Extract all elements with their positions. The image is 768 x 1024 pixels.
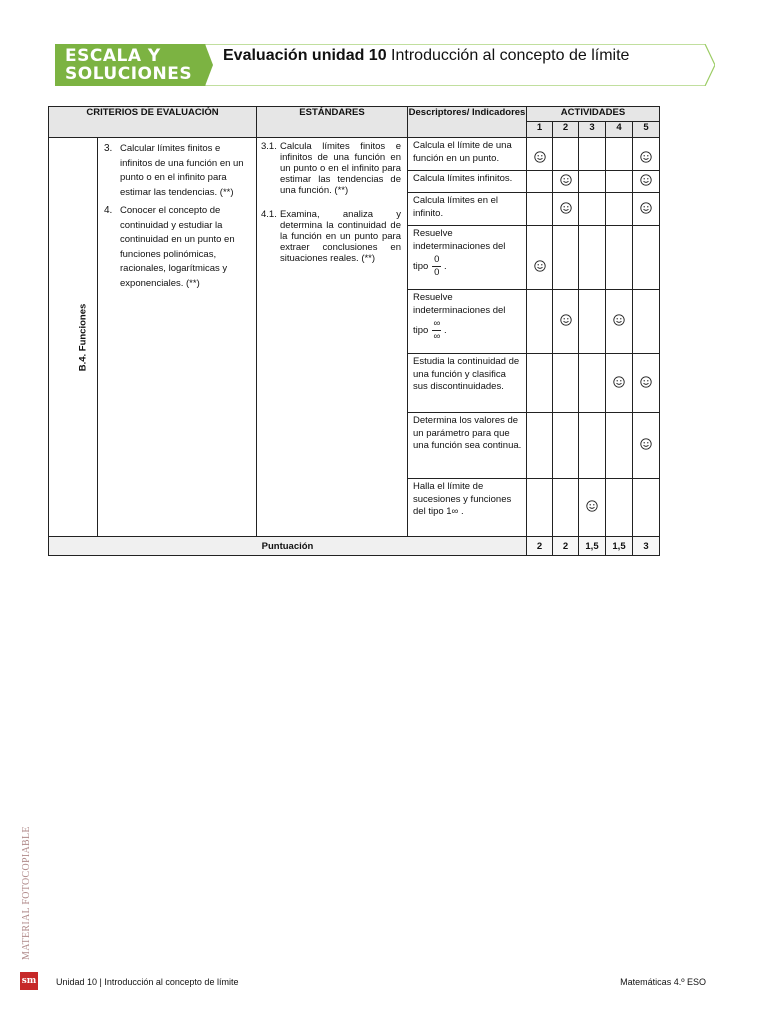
criterios-cell [98, 138, 257, 537]
publisher-logo: sm [20, 972, 38, 990]
activity-cell-2 [553, 290, 579, 354]
fraction-numerator: ∞ [433, 318, 441, 329]
smiley-icon [560, 314, 572, 326]
smiley-icon [534, 260, 546, 272]
estandar-text: Examina, analiza y determina la continuidad de la función en un punto para extraer conclusiones en situaciones reales. (**) [280, 209, 401, 264]
smiley-icon [640, 151, 652, 163]
smiley-icon [613, 376, 625, 388]
smiley-icon [586, 500, 598, 512]
block-label-cell [49, 138, 98, 537]
smiley-icon [640, 174, 652, 186]
activity-number-1: 1 [527, 121, 553, 137]
descriptor-text: Determina los valores de un parámetro para que una función sea continua. [413, 415, 522, 451]
activity-cell-1 [527, 354, 553, 413]
activity-cell-4 [606, 226, 633, 290]
activity-cell-2 [553, 354, 579, 413]
activity-cell-5 [633, 171, 660, 193]
fraction-numerator: 0 [434, 254, 440, 265]
activity-cell-4 [606, 138, 633, 171]
activity-cell-3 [579, 138, 606, 171]
score-cell-1: 2 [527, 537, 553, 556]
activity-cell-5 [633, 226, 660, 290]
smiley-icon [560, 174, 572, 186]
criterio-number: 4. [104, 205, 113, 216]
descriptor-text: Resuelve indeterminaciones del [413, 228, 506, 252]
activity-number-4: 4 [606, 121, 633, 137]
activity-cell-2 [553, 193, 579, 226]
activity-cell-4 [606, 193, 633, 226]
criterio-number: 3. [104, 143, 113, 154]
smiley-icon [640, 376, 652, 388]
descriptor-cell [408, 193, 527, 226]
footer-subject: Matemáticas 4.º ESO [620, 977, 706, 987]
estandar-number: 3.1. [261, 141, 277, 152]
activity-cell-2 [553, 479, 579, 537]
activity-cell-5 [633, 193, 660, 226]
activity-cell-5 [633, 413, 660, 479]
descriptor-cell [408, 354, 527, 413]
activity-cell-3 [579, 193, 606, 226]
activity-cell-3 [579, 171, 606, 193]
estandar-item [261, 141, 401, 196]
table-row [49, 138, 660, 171]
score-row [49, 537, 660, 556]
smiley-icon [613, 314, 625, 326]
activity-cell-1 [527, 226, 553, 290]
activity-number-3: 3 [579, 121, 606, 137]
activity-cell-4 [606, 290, 633, 354]
smiley-icon [640, 438, 652, 450]
banner-line-1: ESCALA Y [65, 46, 161, 66]
score-cell-2: 2 [553, 537, 579, 556]
estandar-item [261, 209, 401, 264]
descriptor-text: Calcula límites en el infinito. [413, 195, 499, 219]
activity-number-5: 5 [633, 121, 660, 137]
header-estandares: ESTÁNDARES [257, 107, 408, 138]
descriptor-cell [408, 413, 527, 479]
activity-cell-2 [553, 138, 579, 171]
activity-cell-5 [633, 354, 660, 413]
criterio-text: Calcular límites finitos e infinitos de una función en un punto o en el infinito para estimar las tendencias. (**) [120, 143, 244, 198]
activity-cell-3 [579, 226, 606, 290]
descriptor-cell: Resuelve indeterminaciones del tipo $\frac{\infty}{\infty}$ . [408, 290, 527, 354]
activity-cell-2 [553, 413, 579, 479]
header-actividades: ACTIVIDADES [527, 107, 660, 122]
fraction-denominator: 0 [434, 267, 440, 278]
descriptor-cell [408, 479, 527, 537]
descriptor-text: Resuelve indeterminaciones del [413, 292, 506, 316]
descriptor-cell [408, 171, 527, 193]
smiley-icon [640, 202, 652, 214]
header-criterios: CRITERIOS DE EVALUACIÓN [49, 107, 257, 138]
page-footer [20, 972, 710, 994]
score-cell-4: 1,5 [606, 537, 633, 556]
title-rest: Introducción al concepto de límite [386, 47, 630, 64]
activity-cell-3 [579, 290, 606, 354]
descriptor-text: Estudia la continuidad de una función y clasifica sus discontinuidades. [413, 356, 520, 392]
descriptor-text: Halla el límite de sucesiones y funciones del tipo 1∞ . [413, 481, 512, 517]
descriptor-tipo: tipo [413, 261, 429, 273]
footer-unit: Unidad 10 | Introducción al concepto de límite [56, 977, 239, 987]
activity-cell-5 [633, 479, 660, 537]
activity-cell-4 [606, 171, 633, 193]
criterio-item [104, 142, 248, 200]
fraction-denominator: ∞ [433, 331, 441, 342]
fraction [432, 255, 441, 278]
descriptor-text: Calcula límites infinitos. [413, 173, 513, 184]
activity-cell-5 [633, 290, 660, 354]
activity-cell-3 [579, 354, 606, 413]
score-label: Puntuación [49, 537, 527, 556]
evaluation-table [48, 106, 660, 556]
activity-cell-2 [553, 171, 579, 193]
banner-line-2: SOLUCIONES [65, 64, 193, 84]
activity-cell-1 [527, 479, 553, 537]
activity-cell-1 [527, 413, 553, 479]
header-descriptores: Descriptores/ Indicadores [408, 107, 527, 138]
activity-cell-4 [606, 413, 633, 479]
block-label: B.4. Funciones [77, 303, 89, 371]
activity-cell-3 [579, 479, 606, 537]
criterio-text: Conocer el concepto de continuidad y estudiar la continuidad en un punto en funciones polinómicas, racionales, logarítmicas y exponenciales. (**) [120, 205, 235, 289]
page-title [223, 46, 703, 65]
activity-cell-1 [527, 193, 553, 226]
activity-cell-1 [527, 290, 553, 354]
activity-cell-5 [633, 138, 660, 171]
activity-cell-1 [527, 171, 553, 193]
estandar-number: 4.1. [261, 209, 277, 220]
photocopiable-text: MATERIAL FOTOCOPIABLE [21, 826, 32, 960]
descriptor-cell: Resuelve indeterminaciones del tipo $\frac{0}{0}$ . [408, 226, 527, 290]
descriptor-cell [408, 138, 527, 171]
activity-number-2: 2 [553, 121, 579, 137]
activity-cell-2 [553, 226, 579, 290]
title-bold: Evaluación unidad 10 [223, 47, 387, 64]
estandares-cell [257, 138, 408, 537]
activity-cell-4 [606, 479, 633, 537]
activity-cell-1 [527, 138, 553, 171]
smiley-icon [560, 202, 572, 214]
section-banner [55, 44, 205, 86]
score-cell-5: 3 [633, 537, 660, 556]
smiley-icon [534, 151, 546, 163]
activity-cell-4 [606, 354, 633, 413]
estandar-text: Calcula límites finitos e infinitos de una función en un punto o en el infinito para estimar las tendencias de una función. (**) [280, 141, 401, 196]
page-header [55, 44, 715, 86]
activity-cell-3 [579, 413, 606, 479]
score-cell-3: 1,5 [579, 537, 606, 556]
fraction [432, 319, 441, 342]
descriptor-text: Calcula el límite de una función en un punto. [413, 140, 512, 164]
descriptor-tipo: tipo [413, 325, 429, 337]
criterio-item [104, 204, 248, 291]
